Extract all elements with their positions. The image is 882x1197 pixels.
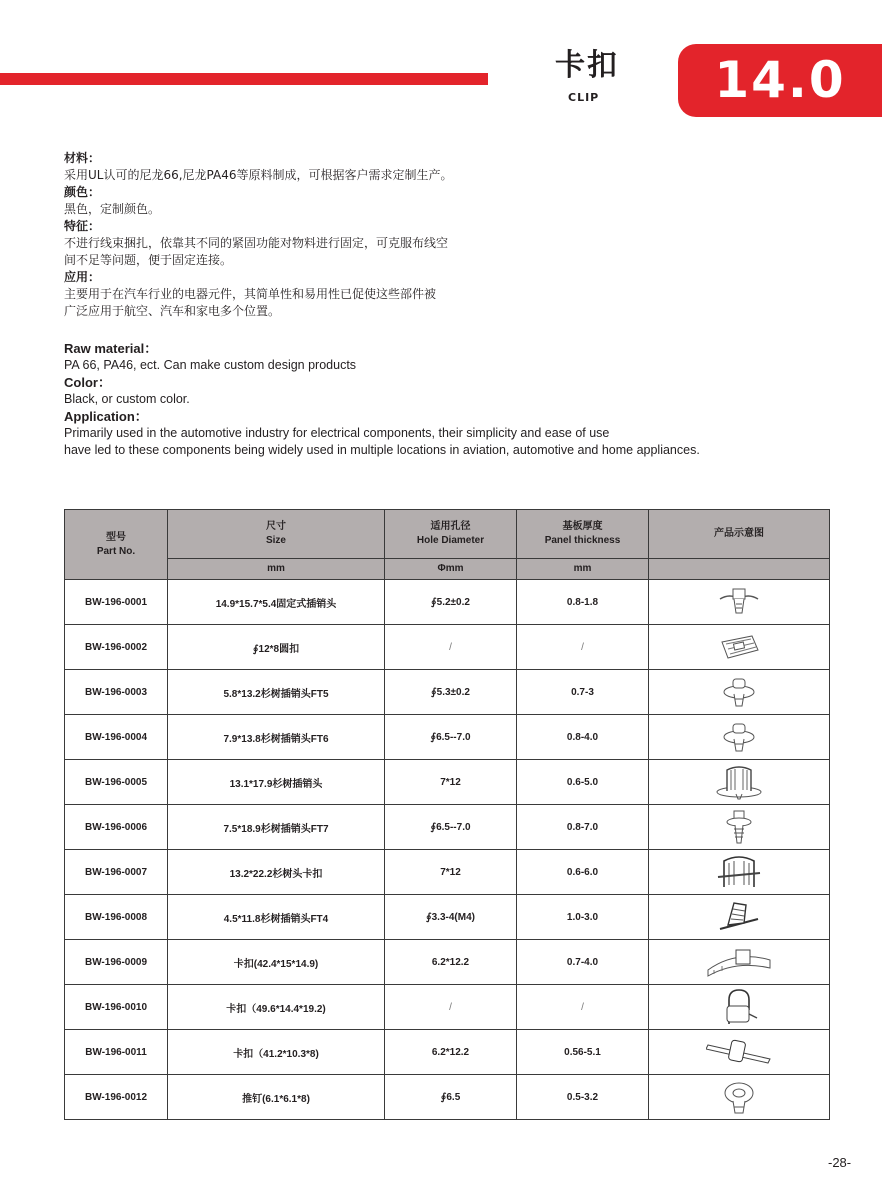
application-label-en: Application： — [64, 409, 148, 424]
panel-thickness-cell: 0.6-6.0 — [517, 850, 649, 895]
table-row — [65, 625, 830, 670]
panel-thickness-cell: / — [517, 625, 649, 670]
hole-diameter-cell: ∮5.2±0.2 — [385, 580, 517, 625]
hole-diameter-cell: 6.2*12.2 — [385, 1030, 517, 1075]
header-hole — [385, 510, 517, 559]
hole-diameter-cell: 6.2*12.2 — [385, 940, 517, 985]
size-cell: 卡扣(42.4*15*14.9) — [168, 940, 385, 985]
feature-label-cn: 特征： — [64, 219, 101, 233]
application-text-cn-2: 广泛应用于航空、汽车和家电多个位置。 — [64, 304, 281, 318]
unit-hole: Φmm — [385, 559, 517, 580]
application-text-en-1: Primarily used in the automotive industry for electrical components, their simplicity and ease of use — [64, 426, 610, 440]
header-size — [168, 510, 385, 559]
part-number-cell: BW-196-0008 — [65, 895, 168, 940]
hole-diameter-cell: ∮6.5--7.0 — [385, 805, 517, 850]
header-size-cn: 尺寸 — [266, 521, 286, 532]
color-text-cn: 黑色，定制颜色。 — [64, 202, 161, 216]
part-number-cell: BW-196-0001 — [65, 580, 168, 625]
panel-thickness-cell: 0.8-1.8 — [517, 580, 649, 625]
product-image-cell — [649, 940, 830, 985]
product-image-cell — [649, 760, 830, 805]
fir-tree-clip-icon — [649, 676, 829, 708]
edge-clip-icon — [649, 946, 829, 978]
unit-image — [649, 559, 830, 580]
table-row — [65, 985, 830, 1030]
color-label-en: Color： — [64, 375, 111, 390]
hole-diameter-cell: / — [385, 625, 517, 670]
hook-clip-icon — [649, 988, 829, 1026]
material-text-en: PA 66, PA46, ect. Can make custom design products — [64, 358, 357, 372]
table-row — [65, 580, 830, 625]
description-chinese — [64, 150, 824, 320]
header-panel — [517, 510, 649, 559]
size-cell: 5.8*13.2杉树插销头FT5 — [168, 670, 385, 715]
feature-text-cn-1: 不进行线束捆扎，依靠其不同的紧固功能对物料进行固定，可克服布线空 — [64, 236, 449, 250]
material-text-cn: 采用UL认可的尼龙66,尼龙PA46等原料制成，可根据客户需求定制生产。 — [64, 168, 453, 182]
table-row — [65, 895, 830, 940]
hole-diameter-cell: ∮6.5 — [385, 1075, 517, 1120]
round-buckle-icon — [649, 632, 829, 662]
panel-thickness-cell: 0.5-3.2 — [517, 1075, 649, 1120]
fir-tree-clip-icon — [649, 721, 829, 753]
product-image-cell — [649, 850, 830, 895]
header-red-bar — [0, 73, 488, 85]
part-number-cell: BW-196-0011 — [65, 1030, 168, 1075]
header-part-en: Part No. — [96, 545, 136, 557]
hole-diameter-cell: 7*12 — [385, 850, 517, 895]
size-cell: 14.9*15.7*5.4固定式插销头 — [168, 580, 385, 625]
header-part-cn: 型号 — [106, 531, 126, 543]
hole-diameter-cell: ∮6.5--7.0 — [385, 715, 517, 760]
feature-text-cn-2: 间不足等问题，便于固定连接。 — [64, 253, 233, 267]
part-number-cell: BW-196-0002 — [65, 625, 168, 670]
size-cell: 7.9*13.8杉树插销头FT6 — [168, 715, 385, 760]
color-label-cn: 颜色： — [64, 185, 101, 199]
push-pin-clip-icon — [649, 587, 829, 617]
panel-thickness-cell: 0.56-5.1 — [517, 1030, 649, 1075]
product-image-cell — [649, 715, 830, 760]
hole-diameter-cell: / — [385, 985, 517, 1030]
section-number-badge: 14.0 — [678, 44, 882, 117]
product-image-cell — [649, 1075, 830, 1120]
table-row — [65, 940, 830, 985]
part-number-cell: BW-196-0010 — [65, 985, 168, 1030]
page-number: -28- — [828, 1155, 852, 1170]
part-number-cell: BW-196-0004 — [65, 715, 168, 760]
size-cell: 13.1*17.9杉树插销头 — [168, 760, 385, 805]
table-row — [65, 760, 830, 805]
hole-diameter-cell: ∮3.3-4(M4) — [385, 895, 517, 940]
part-number-cell: BW-196-0007 — [65, 850, 168, 895]
push-rivet-icon — [649, 1079, 829, 1115]
size-cell: 13.2*22.2杉树头卡扣 — [168, 850, 385, 895]
application-text-en-2: have led to these components being widely used in multiple locations in aviation, automotive and home appliances. — [64, 443, 700, 457]
size-cell: 推钉(6.1*6.1*8) — [168, 1075, 385, 1120]
table-row — [65, 1075, 830, 1120]
unit-panel: mm — [517, 559, 649, 580]
description-english — [64, 340, 824, 459]
product-image-cell — [649, 625, 830, 670]
color-text-en: Black, or custom color. — [64, 392, 190, 406]
size-cell: 7.5*18.9杉树插销头FT7 — [168, 805, 385, 850]
table-row — [65, 670, 830, 715]
size-cell: ∮12*8圆扣 — [168, 625, 385, 670]
panel-thickness-cell: 1.0-3.0 — [517, 895, 649, 940]
part-number-cell: BW-196-0012 — [65, 1075, 168, 1120]
panel-thickness-cell: 0.8-4.0 — [517, 715, 649, 760]
application-text-cn-1: 主要用于在汽车行业的电器元件，其简单性和易用性已促使这些部件被 — [64, 287, 437, 301]
material-label-cn: 材料： — [64, 151, 101, 165]
product-image-cell — [649, 805, 830, 850]
size-cell: 卡扣（41.2*10.3*8) — [168, 1030, 385, 1075]
fir-tree-buckle-icon — [649, 853, 829, 891]
size-cell: 4.5*11.8杉树插销头FT4 — [168, 895, 385, 940]
fir-tree-clip-large-icon — [649, 764, 829, 800]
part-number-cell: BW-196-0003 — [65, 670, 168, 715]
application-label-cn: 应用： — [64, 270, 101, 284]
fir-tree-angled-icon — [649, 899, 829, 935]
fir-tree-pin-icon — [649, 809, 829, 845]
unit-size: mm — [168, 559, 385, 580]
panel-thickness-cell: 0.6-5.0 — [517, 760, 649, 805]
header-image: 产品示意图 — [649, 510, 830, 559]
strap-clip-icon — [649, 1037, 829, 1067]
panel-thickness-cell: 0.7-3 — [517, 670, 649, 715]
product-image-cell — [649, 895, 830, 940]
header-panel-cn: 基板厚度 — [562, 521, 603, 532]
page-title: 卡扣 — [555, 48, 619, 83]
panel-thickness-cell: 0.7-4.0 — [517, 940, 649, 985]
header-part-no — [65, 510, 168, 580]
panel-thickness-cell: 0.8-7.0 — [517, 805, 649, 850]
panel-thickness-cell: / — [517, 985, 649, 1030]
hole-diameter-cell: 7*12 — [385, 760, 517, 805]
product-image-cell — [649, 1030, 830, 1075]
part-number-cell: BW-196-0006 — [65, 805, 168, 850]
part-number-cell: BW-196-0005 — [65, 760, 168, 805]
table-row — [65, 850, 830, 895]
header-panel-en: Panel thickness — [544, 535, 621, 546]
header-size-en: Size — [265, 535, 286, 546]
product-image-cell — [649, 580, 830, 625]
table-row — [65, 715, 830, 760]
size-cell: 卡扣（49.6*14.4*19.2) — [168, 985, 385, 1030]
material-label-en: Raw material： — [64, 341, 158, 356]
product-image-cell — [649, 985, 830, 1030]
header-hole-cn: 适用孔径 — [430, 521, 471, 532]
parts-table — [64, 509, 830, 1120]
header-hole-en: Hole Diameter — [416, 535, 485, 546]
part-number-cell: BW-196-0009 — [65, 940, 168, 985]
page-subtitle: CLIP — [568, 91, 600, 104]
table-row — [65, 805, 830, 850]
table-row — [65, 1030, 830, 1075]
hole-diameter-cell: ∮5.3±0.2 — [385, 670, 517, 715]
product-image-cell — [649, 670, 830, 715]
